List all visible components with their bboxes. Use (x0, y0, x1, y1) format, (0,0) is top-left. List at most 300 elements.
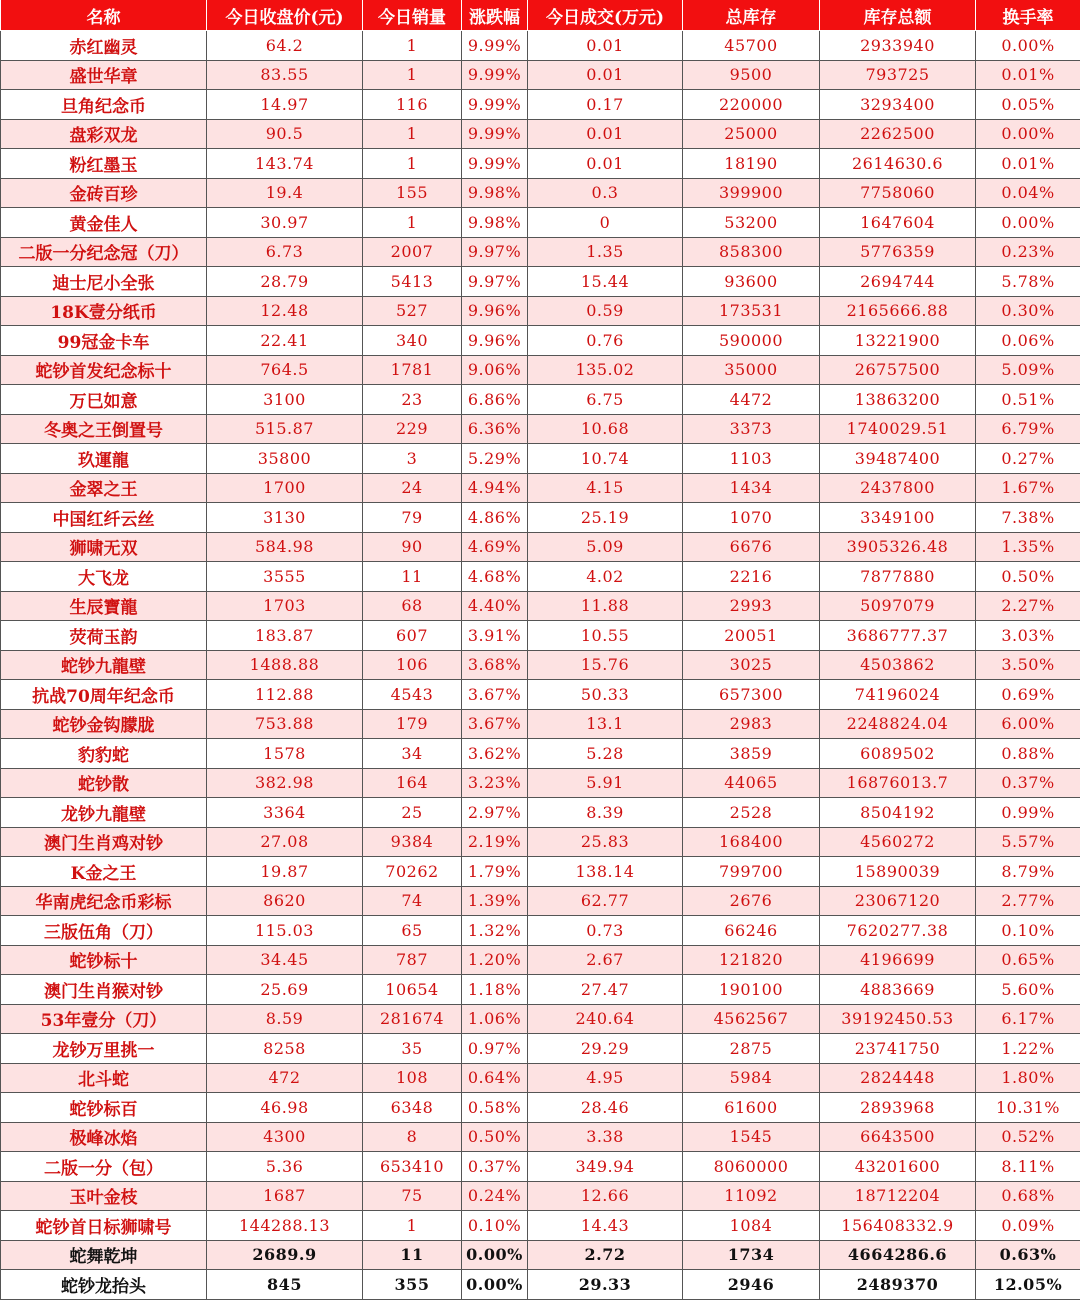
cell-turnover-rate: 2.77% (976, 886, 1080, 916)
cell-stock-value: 4196699 (820, 945, 976, 975)
cell-name: 玉叶金枝 (1, 1181, 207, 1211)
cell-close-price: 3555 (207, 562, 363, 592)
table-row[interactable] (1, 945, 1080, 975)
cell-volume: 8 (363, 1122, 462, 1152)
cell-change: 3.67% (462, 680, 528, 710)
table-row[interactable] (1, 1240, 1080, 1270)
cell-name: 迪士尼小全张 (1, 267, 207, 297)
cell-stock-value: 2933940 (820, 31, 976, 61)
cell-close-price: 764.5 (207, 355, 363, 385)
cell-total-stock: 590000 (683, 326, 820, 356)
cell-stock-value: 2489370 (820, 1270, 976, 1300)
cell-stock-value: 26757500 (820, 355, 976, 385)
cell-turnover-rate: 5.60% (976, 975, 1080, 1005)
table-row[interactable] (1, 119, 1080, 149)
cell-stock-value: 3349100 (820, 503, 976, 533)
cell-turnover-amount: 6.75 (528, 385, 683, 415)
cell-change: 9.96% (462, 326, 528, 356)
cell-name: 蛇钞金钩朦胧 (1, 709, 207, 739)
cell-change: 0.37% (462, 1152, 528, 1182)
cell-total-stock: 66246 (683, 916, 820, 946)
cell-name: 冬奥之王倒置号 (1, 414, 207, 444)
cell-close-price: 1700 (207, 473, 363, 503)
cell-volume: 1 (363, 149, 462, 179)
cell-turnover-rate: 0.10% (976, 916, 1080, 946)
cell-volume: 164 (363, 768, 462, 798)
cell-stock-value: 7877880 (820, 562, 976, 592)
cell-turnover-rate: 0.01% (976, 149, 1080, 179)
cell-name: 澳门生肖猴对钞 (1, 975, 207, 1005)
cell-stock-value: 13221900 (820, 326, 976, 356)
cell-name: 抗战70周年纪念币 (1, 680, 207, 710)
cell-change: 9.99% (462, 149, 528, 179)
cell-close-price: 19.87 (207, 857, 363, 887)
cell-change: 9.99% (462, 60, 528, 90)
cell-name: 蛇钞首发纪念标十 (1, 355, 207, 385)
cell-stock-value: 3686777.37 (820, 621, 976, 651)
cell-turnover-amount: 0.01 (528, 149, 683, 179)
cell-turnover-amount: 4.15 (528, 473, 683, 503)
cell-volume: 106 (363, 650, 462, 680)
cell-total-stock: 1434 (683, 473, 820, 503)
cell-name: 盛世华章 (1, 60, 207, 90)
cell-turnover-amount: 0.76 (528, 326, 683, 356)
cell-volume: 90 (363, 532, 462, 562)
cell-name: 黄金佳人 (1, 208, 207, 238)
cell-turnover-amount: 0 (528, 208, 683, 238)
table-body (1, 31, 1080, 1300)
cell-stock-value: 7620277.38 (820, 916, 976, 946)
cell-stock-value: 6643500 (820, 1122, 976, 1152)
header-close-price[interactable]: 今日收盘价(元) (207, 0, 363, 31)
cell-total-stock: 1734 (683, 1240, 820, 1270)
table-row[interactable] (1, 296, 1080, 326)
cell-close-price: 753.88 (207, 709, 363, 739)
table-row[interactable] (1, 562, 1080, 592)
table-row[interactable] (1, 355, 1080, 385)
table-row[interactable] (1, 503, 1080, 533)
cell-change: 9.96% (462, 296, 528, 326)
cell-volume: 1 (363, 1211, 462, 1241)
cell-name: 蛇钞散 (1, 768, 207, 798)
cell-volume: 79 (363, 503, 462, 533)
header-total-stock[interactable]: 总库存 (683, 0, 820, 31)
cell-total-stock: 8060000 (683, 1152, 820, 1182)
cell-stock-value: 43201600 (820, 1152, 976, 1182)
table-row[interactable] (1, 709, 1080, 739)
cell-stock-value: 7758060 (820, 178, 976, 208)
cell-volume: 34 (363, 739, 462, 769)
header-row (1, 0, 1080, 31)
cell-total-stock: 2983 (683, 709, 820, 739)
cell-name: 蛇舞乾坤 (1, 1240, 207, 1270)
cell-name: 粉红墨玉 (1, 149, 207, 179)
cell-turnover-rate: 0.00% (976, 31, 1080, 61)
cell-turnover-rate: 0.30% (976, 296, 1080, 326)
cell-volume: 65 (363, 916, 462, 946)
cell-change: 1.06% (462, 1004, 528, 1034)
cell-turnover-rate: 0.65% (976, 945, 1080, 975)
cell-turnover-amount: 14.43 (528, 1211, 683, 1241)
table-header (1, 0, 1080, 31)
cell-turnover-rate: 0.05% (976, 90, 1080, 120)
cell-turnover-amount: 62.77 (528, 886, 683, 916)
cell-volume: 5413 (363, 267, 462, 297)
table-row[interactable] (1, 739, 1080, 769)
cell-stock-value: 793725 (820, 60, 976, 90)
cell-turnover-amount: 29.33 (528, 1270, 683, 1300)
cell-change: 0.00% (462, 1270, 528, 1300)
cell-turnover-rate: 5.57% (976, 827, 1080, 857)
cell-turnover-amount: 25.19 (528, 503, 683, 533)
header-volume[interactable]: 今日销量 (363, 0, 462, 31)
cell-total-stock: 2993 (683, 591, 820, 621)
cell-close-price: 34.45 (207, 945, 363, 975)
cell-stock-value: 2824448 (820, 1063, 976, 1093)
cell-change: 4.86% (462, 503, 528, 533)
table-row[interactable] (1, 267, 1080, 297)
cell-change: 0.64% (462, 1063, 528, 1093)
cell-volume: 35 (363, 1034, 462, 1064)
cell-name: 金砖百珍 (1, 178, 207, 208)
header-turnover-rate[interactable]: 换手率 (976, 0, 1080, 31)
cell-turnover-amount: 138.14 (528, 857, 683, 887)
cell-close-price: 1578 (207, 739, 363, 769)
table-row[interactable] (1, 1063, 1080, 1093)
cell-change: 2.97% (462, 798, 528, 828)
cell-turnover-rate: 2.27% (976, 591, 1080, 621)
cell-close-price: 46.98 (207, 1093, 363, 1123)
cell-stock-value: 4560272 (820, 827, 976, 857)
cell-turnover-amount: 5.09 (528, 532, 683, 562)
cell-name: 万巳如意 (1, 385, 207, 415)
cell-turnover-rate: 1.67% (976, 473, 1080, 503)
cell-volume: 340 (363, 326, 462, 356)
cell-change: 1.79% (462, 857, 528, 887)
cell-total-stock: 220000 (683, 90, 820, 120)
table-row[interactable] (1, 650, 1080, 680)
cell-turnover-amount: 1.35 (528, 237, 683, 267)
cell-turnover-amount: 50.33 (528, 680, 683, 710)
cell-stock-value: 3905326.48 (820, 532, 976, 562)
cell-turnover-rate: 0.51% (976, 385, 1080, 415)
table-row[interactable] (1, 1270, 1080, 1300)
cell-turnover-amount: 15.44 (528, 267, 683, 297)
cell-turnover-rate: 6.17% (976, 1004, 1080, 1034)
cell-name: 18K壹分纸币 (1, 296, 207, 326)
cell-total-stock: 35000 (683, 355, 820, 385)
table-row[interactable] (1, 916, 1080, 946)
cell-total-stock: 3025 (683, 650, 820, 680)
cell-turnover-rate: 6.79% (976, 414, 1080, 444)
cell-close-price: 2689.9 (207, 1240, 363, 1270)
cell-turnover-amount: 11.88 (528, 591, 683, 621)
cell-name: 玖運龍 (1, 444, 207, 474)
cell-total-stock: 799700 (683, 857, 820, 887)
cell-turnover-amount: 5.91 (528, 768, 683, 798)
table-row[interactable] (1, 798, 1080, 828)
cell-name: 三版伍角（刀） (1, 916, 207, 946)
cell-close-price: 112.88 (207, 680, 363, 710)
table-row[interactable] (1, 31, 1080, 61)
cell-close-price: 1488.88 (207, 650, 363, 680)
cell-turnover-rate: 0.69% (976, 680, 1080, 710)
cell-total-stock: 2875 (683, 1034, 820, 1064)
cell-turnover-rate: 0.63% (976, 1240, 1080, 1270)
cell-turnover-rate: 0.52% (976, 1122, 1080, 1152)
cell-volume: 1 (363, 119, 462, 149)
cell-stock-value: 2893968 (820, 1093, 976, 1123)
cell-volume: 1 (363, 31, 462, 61)
cell-turnover-amount: 5.28 (528, 739, 683, 769)
table-row[interactable] (1, 444, 1080, 474)
cell-name: 北斗蛇 (1, 1063, 207, 1093)
cell-total-stock: 6676 (683, 532, 820, 562)
cell-change: 5.29% (462, 444, 528, 474)
cell-stock-value: 3293400 (820, 90, 976, 120)
cell-change: 6.86% (462, 385, 528, 415)
cell-total-stock: 9500 (683, 60, 820, 90)
cell-change: 0.10% (462, 1211, 528, 1241)
cell-name: 盘彩双龙 (1, 119, 207, 149)
cell-name: 狮啸无双 (1, 532, 207, 562)
cell-stock-value: 23067120 (820, 886, 976, 916)
cell-stock-value: 2437800 (820, 473, 976, 503)
cell-close-price: 1687 (207, 1181, 363, 1211)
cell-volume: 6348 (363, 1093, 462, 1123)
cell-stock-value: 8504192 (820, 798, 976, 828)
cell-volume: 68 (363, 591, 462, 621)
cell-close-price: 144288.13 (207, 1211, 363, 1241)
cell-name: 赤红幽灵 (1, 31, 207, 61)
cell-volume: 3 (363, 444, 462, 474)
cell-total-stock: 18190 (683, 149, 820, 179)
table-row[interactable] (1, 326, 1080, 356)
table-row[interactable] (1, 1211, 1080, 1241)
cell-stock-value: 18712204 (820, 1181, 976, 1211)
cell-volume: 4543 (363, 680, 462, 710)
table-row[interactable] (1, 178, 1080, 208)
cell-turnover-amount: 0.73 (528, 916, 683, 946)
table-row[interactable] (1, 208, 1080, 238)
cell-stock-value: 15890039 (820, 857, 976, 887)
cell-turnover-amount: 8.39 (528, 798, 683, 828)
table-row[interactable] (1, 886, 1080, 916)
cell-total-stock: 53200 (683, 208, 820, 238)
cell-volume: 11 (363, 562, 462, 592)
cell-volume: 281674 (363, 1004, 462, 1034)
cell-close-price: 515.87 (207, 414, 363, 444)
cell-total-stock: 11092 (683, 1181, 820, 1211)
cell-total-stock: 5984 (683, 1063, 820, 1093)
cell-total-stock: 2676 (683, 886, 820, 916)
table-row[interactable] (1, 1093, 1080, 1123)
cell-change: 9.99% (462, 31, 528, 61)
cell-turnover-rate: 1.80% (976, 1063, 1080, 1093)
table-row[interactable] (1, 414, 1080, 444)
cell-total-stock: 173531 (683, 296, 820, 326)
cell-turnover-rate: 0.88% (976, 739, 1080, 769)
cell-change: 0.50% (462, 1122, 528, 1152)
cell-close-price: 8258 (207, 1034, 363, 1064)
cell-total-stock: 2528 (683, 798, 820, 828)
cell-total-stock: 1103 (683, 444, 820, 474)
table-row[interactable] (1, 1181, 1080, 1211)
cell-stock-value: 1740029.51 (820, 414, 976, 444)
cell-name: 豹豹蛇 (1, 739, 207, 769)
cell-turnover-rate: 7.38% (976, 503, 1080, 533)
cell-stock-value: 2165666.88 (820, 296, 976, 326)
cell-turnover-rate: 10.31% (976, 1093, 1080, 1123)
cell-turnover-rate: 0.01% (976, 60, 1080, 90)
cell-change: 3.67% (462, 709, 528, 739)
cell-turnover-amount: 28.46 (528, 1093, 683, 1123)
cell-volume: 2007 (363, 237, 462, 267)
table-row[interactable] (1, 621, 1080, 651)
cell-volume: 11 (363, 1240, 462, 1270)
table-row[interactable] (1, 532, 1080, 562)
cell-close-price: 28.79 (207, 267, 363, 297)
cell-volume: 75 (363, 1181, 462, 1211)
cell-stock-value: 2248824.04 (820, 709, 976, 739)
cell-close-price: 6.73 (207, 237, 363, 267)
cell-change: 9.98% (462, 208, 528, 238)
cell-total-stock: 61600 (683, 1093, 820, 1123)
cell-name: 生辰寶龍 (1, 591, 207, 621)
cell-turnover-amount: 10.74 (528, 444, 683, 474)
table-row[interactable] (1, 975, 1080, 1005)
cell-volume: 9384 (363, 827, 462, 857)
table-row[interactable] (1, 1122, 1080, 1152)
cell-change: 4.69% (462, 532, 528, 562)
cell-turnover-rate: 8.11% (976, 1152, 1080, 1182)
header-stock-value[interactable]: 库存总额 (820, 0, 976, 31)
cell-close-price: 3100 (207, 385, 363, 415)
cell-name: 中国红纤云丝 (1, 503, 207, 533)
cell-change: 0.24% (462, 1181, 528, 1211)
cell-stock-value: 1647604 (820, 208, 976, 238)
cell-stock-value: 74196024 (820, 680, 976, 710)
cell-name: 蛇钞九龍壁 (1, 650, 207, 680)
cell-turnover-rate: 0.06% (976, 326, 1080, 356)
cell-stock-value: 2262500 (820, 119, 976, 149)
cell-change: 0.58% (462, 1093, 528, 1123)
cell-stock-value: 23741750 (820, 1034, 976, 1064)
cell-turnover-amount: 25.83 (528, 827, 683, 857)
cell-close-price: 845 (207, 1270, 363, 1300)
cell-name: 蛇钞龙抬头 (1, 1270, 207, 1300)
table-row[interactable] (1, 90, 1080, 120)
cell-total-stock: 858300 (683, 237, 820, 267)
cell-turnover-rate: 0.99% (976, 798, 1080, 828)
cell-close-price: 584.98 (207, 532, 363, 562)
cell-name: 极峰冰焰 (1, 1122, 207, 1152)
cell-close-price: 83.55 (207, 60, 363, 90)
cell-turnover-amount: 13.1 (528, 709, 683, 739)
cell-stock-value: 5097079 (820, 591, 976, 621)
cell-change: 4.40% (462, 591, 528, 621)
table-row[interactable] (1, 1034, 1080, 1064)
cell-close-price: 12.48 (207, 296, 363, 326)
cell-volume: 1 (363, 208, 462, 238)
table-row[interactable] (1, 237, 1080, 267)
cell-stock-value: 2614630.6 (820, 149, 976, 179)
cell-stock-value: 156408332.9 (820, 1211, 976, 1241)
cell-turnover-amount: 135.02 (528, 355, 683, 385)
cell-volume: 607 (363, 621, 462, 651)
cell-close-price: 19.4 (207, 178, 363, 208)
cell-total-stock: 399900 (683, 178, 820, 208)
cell-total-stock: 1545 (683, 1122, 820, 1152)
cell-turnover-rate: 5.78% (976, 267, 1080, 297)
cell-total-stock: 2216 (683, 562, 820, 592)
cell-stock-value: 4503862 (820, 650, 976, 680)
cell-turnover-amount: 2.72 (528, 1240, 683, 1270)
header-name[interactable]: 名称 (1, 0, 207, 31)
cell-change: 2.19% (462, 827, 528, 857)
cell-volume: 108 (363, 1063, 462, 1093)
table-row[interactable] (1, 680, 1080, 710)
cell-volume: 116 (363, 90, 462, 120)
cell-turnover-amount: 27.47 (528, 975, 683, 1005)
table-row[interactable] (1, 1004, 1080, 1034)
header-change[interactable]: 涨跌幅 (462, 0, 528, 31)
table-row[interactable] (1, 591, 1080, 621)
table-row[interactable] (1, 1152, 1080, 1182)
cell-close-price: 14.97 (207, 90, 363, 120)
cell-volume: 25 (363, 798, 462, 828)
cell-change: 1.18% (462, 975, 528, 1005)
cell-volume: 787 (363, 945, 462, 975)
cell-name: K金之王 (1, 857, 207, 887)
cell-total-stock: 93600 (683, 267, 820, 297)
cell-turnover-rate: 8.79% (976, 857, 1080, 887)
table-row[interactable] (1, 768, 1080, 798)
cell-name: 53年壹分（刀） (1, 1004, 207, 1034)
cell-name: 荧荷玉韵 (1, 621, 207, 651)
cell-total-stock: 3859 (683, 739, 820, 769)
header-turnover-amount[interactable]: 今日成交(万元) (528, 0, 683, 31)
cell-turnover-amount: 0.01 (528, 119, 683, 149)
cell-change: 9.97% (462, 237, 528, 267)
cell-volume: 70262 (363, 857, 462, 887)
cell-turnover-rate: 5.09% (976, 355, 1080, 385)
cell-name: 蛇钞首日标狮啸号 (1, 1211, 207, 1241)
cell-change: 9.06% (462, 355, 528, 385)
cell-turnover-rate: 6.00% (976, 709, 1080, 739)
cell-close-price: 27.08 (207, 827, 363, 857)
cell-stock-value: 4883669 (820, 975, 976, 1005)
cell-name: 龙钞万里挑一 (1, 1034, 207, 1064)
cell-close-price: 143.74 (207, 149, 363, 179)
cell-name: 大飞龙 (1, 562, 207, 592)
table-row[interactable] (1, 60, 1080, 90)
cell-change: 9.97% (462, 267, 528, 297)
table-row[interactable] (1, 385, 1080, 415)
cell-turnover-amount: 15.76 (528, 650, 683, 680)
table-row[interactable] (1, 827, 1080, 857)
cell-turnover-rate: 3.50% (976, 650, 1080, 680)
cell-volume: 653410 (363, 1152, 462, 1182)
cell-name: 二版一分纪念冠（刀） (1, 237, 207, 267)
cell-close-price: 115.03 (207, 916, 363, 946)
table-row[interactable] (1, 473, 1080, 503)
cell-close-price: 4300 (207, 1122, 363, 1152)
table-row[interactable] (1, 149, 1080, 179)
cell-total-stock: 121820 (683, 945, 820, 975)
table-row[interactable] (1, 857, 1080, 887)
cell-stock-value: 2694744 (820, 267, 976, 297)
